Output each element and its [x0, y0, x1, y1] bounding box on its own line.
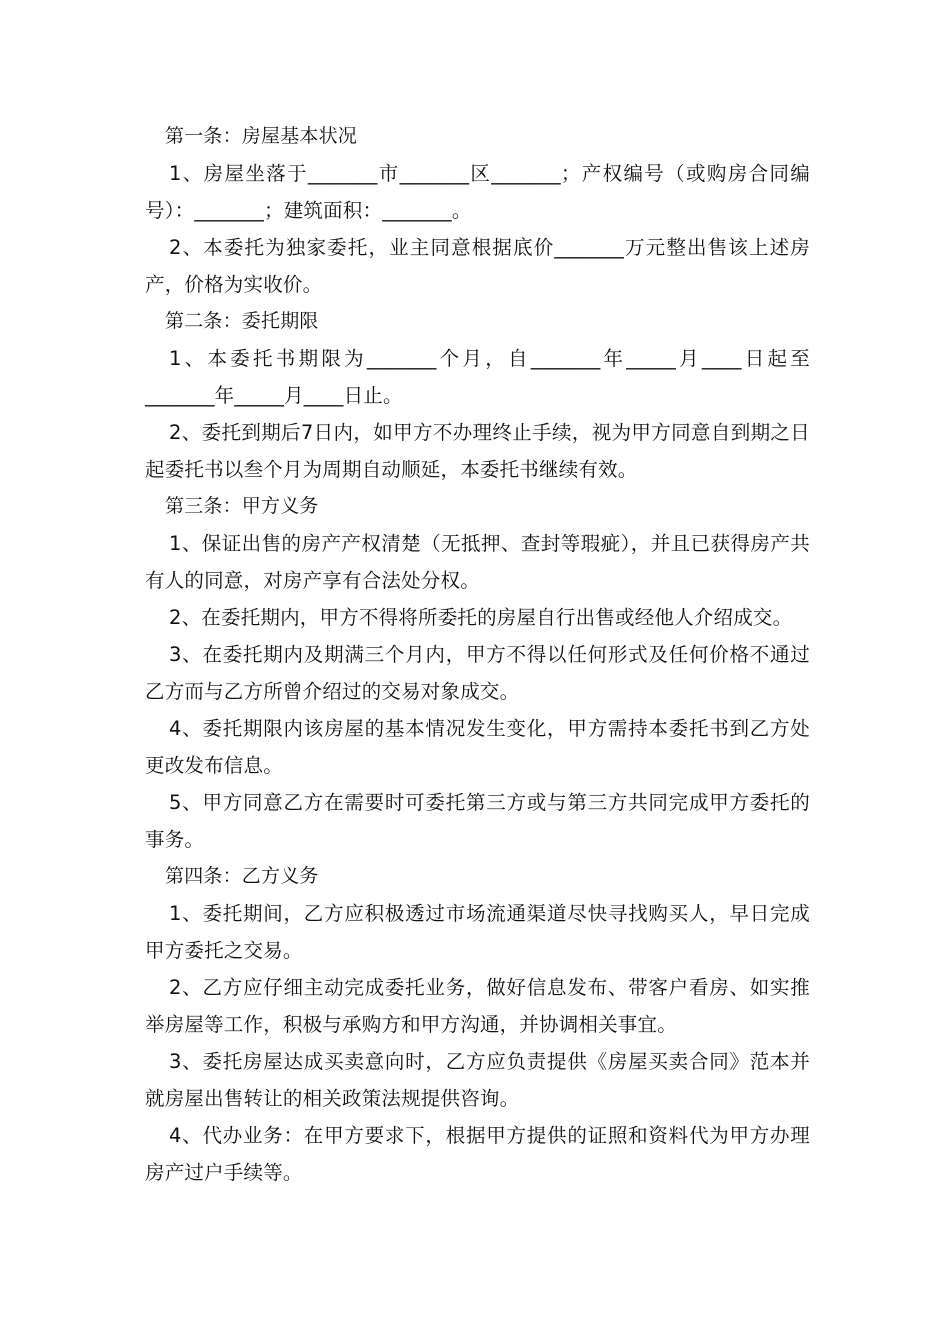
- paragraph: 3、委托房屋达成买卖意向时，乙方应负责提供《房屋买卖合同》范本并就房屋出售转让的相关政策法规提供咨询。: [145, 1050, 810, 1110]
- paragraph: 4、委托期限内该房屋的基本情况发生变化，甲方需持本委托书到乙方处更改发布信息。: [145, 717, 810, 777]
- paragraph: 4、代办业务：在甲方要求下，根据甲方提供的证照和资料代为甲方办理房产过户手续等。: [145, 1124, 810, 1184]
- paragraph: 2、委托到期后7日内，如甲方不办理终止手续，视为甲方同意自到期之日起委托书以叁个月为周期自动顺延，本委托书继续有效。: [145, 421, 810, 481]
- paragraph: 3、在委托期内及期满三个月内，甲方不得以任何形式及任何价格不通过乙方而与乙方所曾介绍过的交易对象成交。: [145, 643, 810, 703]
- paragraph: 2、乙方应仔细主动完成委托业务，做好信息发布、带客户看房、如实推举房屋等工作，积极与承购方和甲方沟通，并协调相关事宜。: [145, 976, 810, 1036]
- paragraph: 1、保证出售的房产产权清楚（无抵押、查封等瑕疵），并且已获得房产共有人的同意，对房产享有合法处分权。: [145, 532, 810, 592]
- section-heading-1: 第一条：房屋基本状况: [165, 125, 358, 147]
- paragraph: 5、甲方同意乙方在需要时可委托第三方或与第三方共同完成甲方委托的事务。: [145, 791, 810, 851]
- paragraph: 1、本委托书期限为_______个月，自_______年_____月____日起至_______年_____月____日止。: [145, 347, 810, 407]
- paragraph: 1、委托期间，乙方应积极透过市场流通渠道尽快寻找购买人，早日完成甲方委托之交易。: [145, 902, 810, 962]
- section-heading-2: 第二条：委托期限: [165, 310, 319, 332]
- document-page: [145, 118, 810, 1191]
- paragraph: 2、本委托为独家委托，业主同意根据底价_______万元整出售该上述房产，价格为实收价。: [145, 236, 810, 296]
- paragraph: 2、在委托期内，甲方不得将所委托的房屋自行出售或经他人介绍成交。: [169, 606, 793, 629]
- paragraph: 1、房屋坐落于_______市_______区_______；产权编号（或购房合同编号）：_______；建筑面积：_______。: [145, 162, 810, 222]
- section-heading-3: 第三条：甲方义务: [165, 495, 319, 517]
- section-heading-4: 第四条：乙方义务: [165, 865, 319, 887]
